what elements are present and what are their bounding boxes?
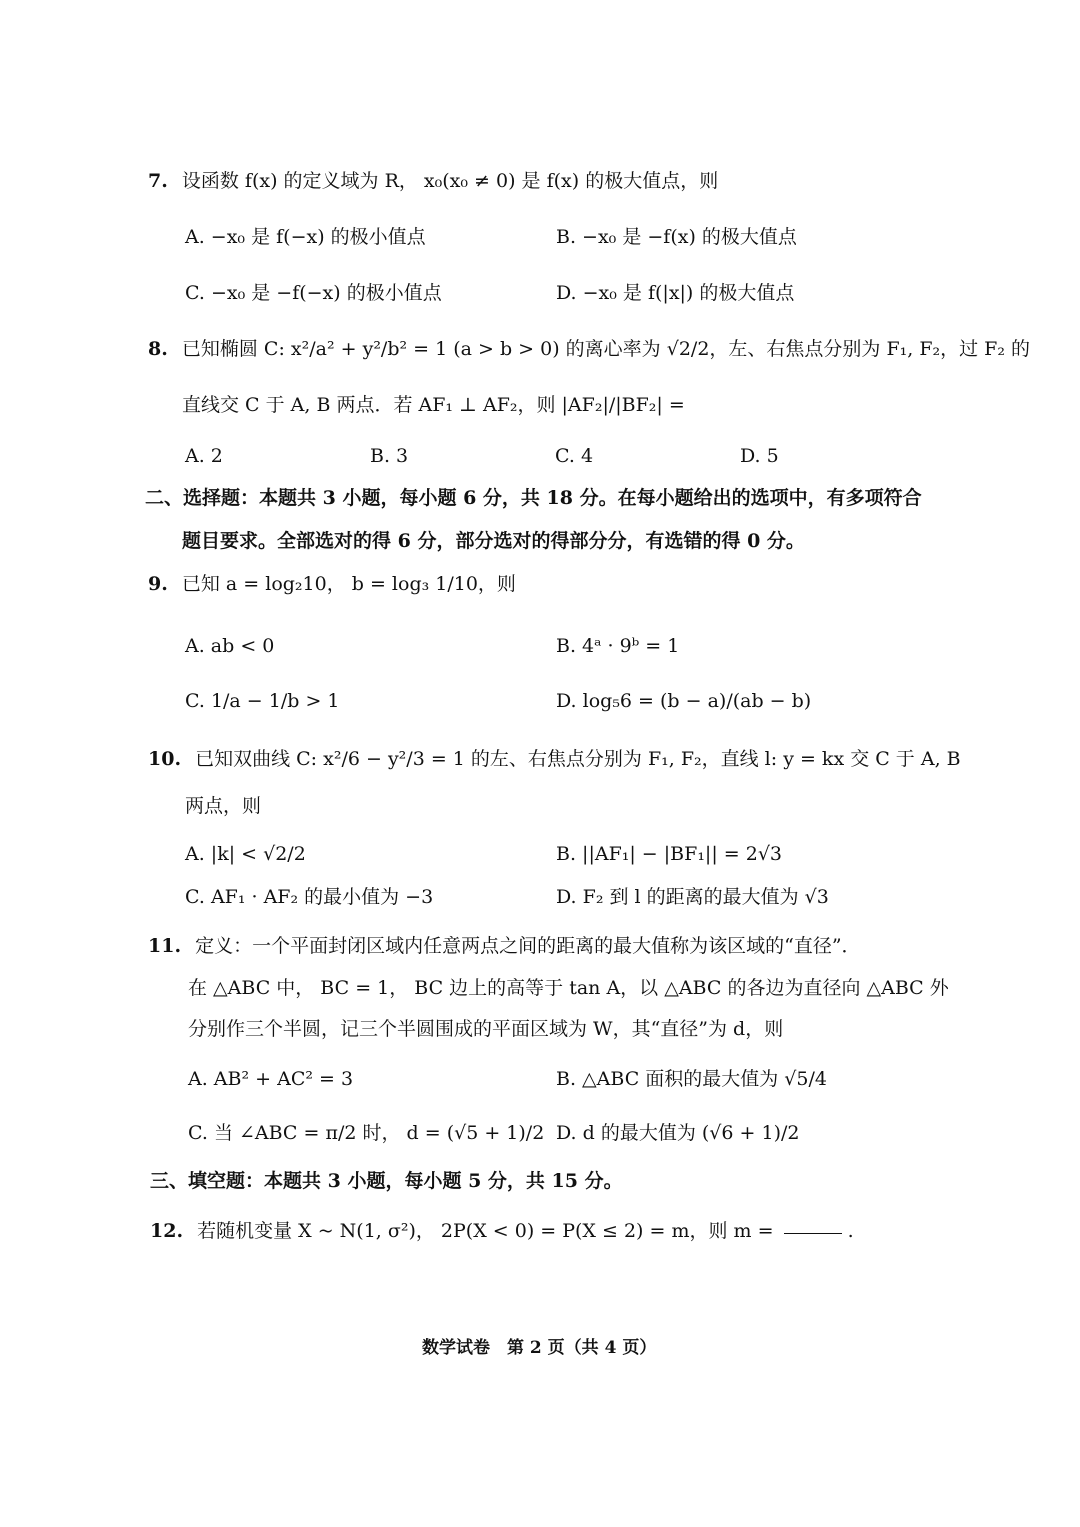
section-heading-continued: 题目要求。全部选对的得 6 分，部分选对的得部分分，有选错的得 0 分。 <box>182 530 805 552</box>
section-heading: 二、选择题：本题共 3 小题，每小题 6 分，共 18 分。在每小题给出的选项中，有多项符合 <box>145 487 922 509</box>
question-number: 10. <box>148 748 182 770</box>
question-11 <box>148 937 861 956</box>
question-number: 11. <box>148 935 182 957</box>
question-8 <box>148 340 1030 359</box>
question-number: 7. <box>148 170 168 192</box>
option-b: B. 4ᵃ · 9ᵇ = 1 <box>556 635 680 657</box>
option-a: A. ab < 0 <box>185 635 275 657</box>
option-d: D. 5 <box>740 445 779 467</box>
option-b: B. △ABC 面积的最大值为 √5/4 <box>556 1068 827 1090</box>
question-stem: 若随机变量 X ~ N(1, σ²)， 2P(X < 0) = P(X ≤ 2) = m，则 m = <box>197 1220 774 1242</box>
answer-blank[interactable] <box>784 1233 842 1234</box>
question-stem-continued: 在 △ABC 中， BC = 1， BC 边上的高等于 tan A，以 △ABC 的各边为直径向 △ABC 外 <box>188 977 949 999</box>
option-a: A. −x₀ 是 f(−x) 的极小值点 <box>185 226 426 248</box>
option-c: C. AF₁ · AF₂ 的最小值为 −3 <box>185 886 434 908</box>
question-number: 8. <box>148 338 168 360</box>
option-c: C. 4 <box>555 445 594 467</box>
option-a: A. 2 <box>185 445 223 467</box>
question-stem: 定义：一个平面封闭区域内任意两点之间的距离的最大值称为该区域的“直径”． <box>195 935 861 957</box>
option-c: C. 1/a − 1/b > 1 <box>185 690 340 712</box>
option-d: D. d 的最大值为 (√6 + 1)/2 <box>556 1122 800 1144</box>
question-tail: . <box>847 1220 854 1242</box>
option-a: A. |k| < √2/2 <box>185 843 306 865</box>
question-stem: 设函数 f(x) 的定义域为 R， x₀(x₀ ≠ 0) 是 f(x) 的极大值点，则 <box>181 170 719 192</box>
question-stem-continued: 两点，则 <box>185 795 262 817</box>
option-d: D. −x₀ 是 f(|x|) 的极大值点 <box>556 282 795 304</box>
section-heading: 三、填空题：本题共 3 小题，每小题 5 分，共 15 分。 <box>150 1170 623 1192</box>
question-stem: 已知 a = log₂10， b = log₃ 1/10，则 <box>181 573 516 595</box>
option-d: D. F₂ 到 l 的距离的最大值为 √3 <box>556 886 829 908</box>
question-stem: 已知椭圆 C: x²/a² + y²/b² = 1 (a > b > 0) 的离心率为 √2/2，左、右焦点分别为 F₁, F₂，过 F₂ 的 <box>181 338 1031 360</box>
option-c: C. 当 ∠ABC = π/2 时， d = (√5 + 1)/2 <box>188 1122 545 1144</box>
question-10 <box>148 750 961 769</box>
question-12 <box>150 1222 854 1241</box>
question-stem-continued: 直线交 C 于 A, B 两点．若 AF₁ ⊥ AF₂，则 |AF₂|/|BF₂| = <box>182 394 685 416</box>
page-footer: 数学试卷 第 2 页（共 4 页） <box>422 1338 657 1358</box>
option-b: B. −x₀ 是 −f(x) 的极大值点 <box>556 226 797 248</box>
question-number: 12. <box>150 1220 184 1242</box>
question-stem: 已知双曲线 C: x²/6 − y²/3 = 1 的左、右焦点分别为 F₁, F₂，直线 l: y = kx 交 C 于 A, B <box>195 748 961 770</box>
option-b: B. 3 <box>370 445 409 467</box>
option-b: B. ||AF₁| − |BF₁|| = 2√3 <box>556 843 783 865</box>
question-number: 9. <box>148 573 168 595</box>
option-a: A. AB² + AC² = 3 <box>188 1068 354 1090</box>
question-stem-continued: 分别作三个半圆，记三个半圆围成的平面区域为 W，其“直径”为 d，则 <box>188 1018 784 1040</box>
option-d: D. log₅6 = (b − a)/(ab − b) <box>556 690 812 712</box>
question-9 <box>148 575 516 594</box>
option-c: C. −x₀ 是 −f(−x) 的极小值点 <box>185 282 442 304</box>
question-7 <box>148 172 718 191</box>
